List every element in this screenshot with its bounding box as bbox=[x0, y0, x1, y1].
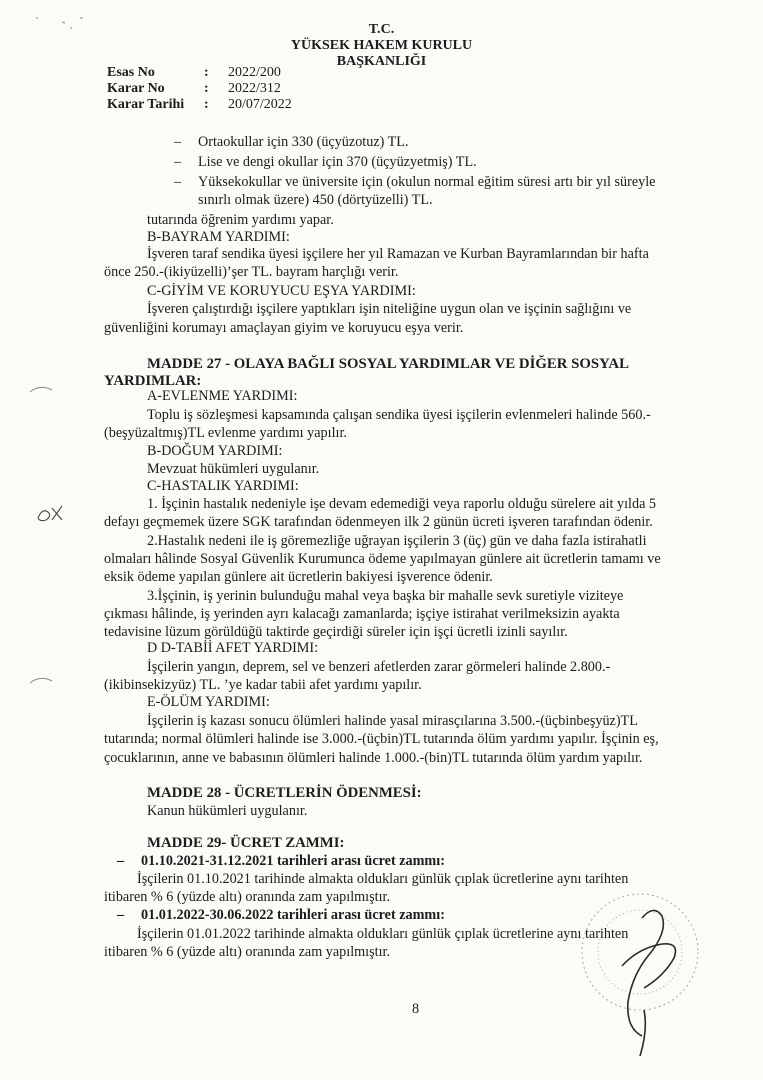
header-presidency: BAŞKANLIĞI bbox=[336, 54, 427, 69]
paragraph-line: İşveren çalıştırdığı işçilere yaptıkları işin niteliğine uygun olan ve işçinin sağlığını ve bbox=[147, 301, 632, 317]
list-dash: – bbox=[174, 154, 182, 170]
esas-value: 2022/200 bbox=[228, 65, 281, 80]
section-title: C-HASTALIK YARDIMI: bbox=[147, 478, 299, 494]
article-title: MADDE 29- ÜCRET ZAMMI: bbox=[147, 835, 345, 851]
tarih-label: Karar Tarihi bbox=[107, 97, 185, 112]
tarih-value: 20/07/2022 bbox=[228, 97, 292, 112]
karar-value: 2022/312 bbox=[228, 81, 281, 96]
list-item: Yüksekokullar ve üniversite için (okulun normal eğitim süresi artı bir yıl süreyle bbox=[198, 174, 656, 190]
signature bbox=[622, 910, 676, 1056]
colon: : bbox=[204, 97, 209, 112]
section-title: B-DOĞUM YARDIMI: bbox=[147, 443, 283, 459]
article-title: MADDE 27 - OLAYA BAĞLI SOSYAL YARDIMLAR VE DİĞER SOSYAL bbox=[147, 356, 629, 372]
paragraph-line: 2.Hastalık nedeni ile iş göremezliğe uğrayan işçilerin 3 (üç) gün ve daha fazla istirahatli bbox=[147, 533, 647, 549]
colon: : bbox=[204, 81, 209, 96]
esas-label: Esas No bbox=[107, 65, 155, 80]
header-court-name: YÜKSEK HAKEM KURULU bbox=[290, 38, 473, 53]
paragraph-line: (ikibinsekizyüz) TL. ’ye kadar tabii afet yardımı yapılır. bbox=[104, 677, 422, 693]
list-item: Ortaokullar için 330 (üçyüzotuz) TL. bbox=[198, 134, 409, 150]
paragraph-line: defayı geçmemek üzere SGK tarafından ödenmeyen ilk 2 günün ücreti işveren tarafından ödenir. bbox=[104, 514, 653, 530]
list-item-continued: sınırlı olmak üzere) 450 (dörtyüzelli) TL. bbox=[198, 192, 433, 208]
margin-initials bbox=[34, 500, 70, 528]
section-title: C-GİYİM VE KORUYUCU EŞYA YARDIMI: bbox=[147, 283, 416, 299]
list-dash: – bbox=[117, 853, 125, 869]
period-title: 01.10.2021-31.12.2021 tarihleri arası ücret zammı: bbox=[141, 853, 445, 869]
signature-stamp bbox=[560, 880, 760, 1080]
paragraph-line: İşçilerin yangın, deprem, sel ve benzeri afetlerden zarar görmeleri halinde 2.800.- bbox=[147, 659, 611, 675]
paragraph-line: eksik ödeme yapılan günlere ait ücretlerin bakiyesi işverence ödenir. bbox=[104, 569, 493, 585]
paragraph-line: İşveren taraf sendika üyesi işçilere her yıl Ramazan ve Kurban Bayramlarından bir hafta bbox=[147, 246, 649, 262]
paragraph-line: (beşyüzaltmış)TL evlenme yardımı yapılır. bbox=[104, 425, 347, 441]
margin-initials-text: DK bbox=[34, 500, 36, 501]
paragraph-line: Toplu iş sözleşmesi kapsamında çalışan sendika üyesi işçilerin evlenmeleri halinde 560.- bbox=[147, 407, 651, 423]
page-number: 8 bbox=[412, 1001, 420, 1017]
section-title: B-BAYRAM YARDIMI: bbox=[147, 229, 290, 245]
paragraph-line: 1. İşçinin hastalık nedeniyle işe devam edemediği veya raporlu olduğu sürelere ait yılda 5 bbox=[147, 496, 657, 512]
paragraph-line: Mevzuat hükümleri uygulanır. bbox=[147, 461, 320, 477]
paragraph-line: çıkması hâlinde, iş yerinden ayrı kalacağı zamanlarda; işçiye istirahat verilmeksizin ayakta bbox=[104, 606, 620, 622]
header-tc: T.C. bbox=[368, 22, 395, 37]
article-title-continued: YARDIMLAR: bbox=[104, 373, 202, 389]
period-title: 01.01.2022-30.06.2022 tarihleri arası ücret zammı: bbox=[141, 907, 445, 923]
margin-tick bbox=[30, 678, 52, 683]
paragraph-line: itibaren % 6 (yüzde altı) oranında zam yapılmıştır. bbox=[104, 889, 391, 905]
colon: : bbox=[204, 65, 209, 80]
list-item: Lise ve dengi okullar için 370 (üçyüzyetmiş) TL. bbox=[198, 154, 477, 170]
paragraph-line: İşçilerin iş kazası sonucu ölümleri halinde yasal mirasçılarına 3.500.-(üçbinbeşyüz)TL bbox=[147, 713, 638, 729]
list-dash: – bbox=[174, 134, 182, 150]
section-title: D D-TABİİ AFET YARDIMI: bbox=[147, 640, 319, 656]
margin-tick bbox=[30, 387, 52, 392]
paragraph-line: Kanun hükümleri uygulanır. bbox=[147, 803, 308, 819]
section-title: E-ÖLÜM YARDIMI: bbox=[147, 694, 270, 710]
paragraph-line: olmaları hâlinde Sosyal Güvenlik Kurumunca ödeme yapılmayan günlere ait ücretlerin tamamı ve bbox=[104, 551, 661, 567]
article-title: MADDE 28 - ÜCRETLERİN ÖDENMESİ: bbox=[147, 785, 422, 801]
paragraph-line: tutarında; normal ölümleri halinde ise 3.000.-(üçbin)TL tutarında ölüm yardımı yapılır. İşçinin eş, bbox=[104, 731, 659, 747]
paragraph-line: tutarında öğrenim yardımı yapar. bbox=[147, 212, 334, 228]
paragraph-line: tedavisine lüzum görüldüğü taktirde geçirdiği süreler için işçi ücretli izinli sayılır. bbox=[104, 624, 568, 640]
paragraph-line: çocuklarının, anne ve babasının ölümleri halinde 1.000.-(bin)TL tutarında ölüm yardım yapılır. bbox=[104, 750, 643, 766]
karar-label: Karar No bbox=[107, 81, 165, 96]
paragraph-line: İşçilerin 01.10.2021 tarihinde almakta oldukları günlük çıplak ücretlerine aynı tarihten bbox=[137, 871, 629, 887]
list-dash: – bbox=[174, 174, 182, 190]
paragraph-line: önce 250.-(ikiyüzelli)’şer TL. bayram harçlığı verir. bbox=[104, 264, 399, 280]
section-title: A-EVLENME YARDIMI: bbox=[147, 388, 298, 404]
paragraph-line: güvenliğini korumayı amaçlayan giyim ve koruyucu eşya verir. bbox=[104, 320, 464, 336]
paragraph-line: 3.İşçinin, iş yerinin bulunduğu mahal veya başka bir mahalle sevk suretiyle viziteye bbox=[147, 588, 624, 604]
list-dash: – bbox=[117, 907, 125, 923]
paragraph-line: İşçilerin 01.01.2022 tarihinde almakta oldukları günlük çıplak ücretlerine aynı tarihten bbox=[137, 926, 629, 942]
paragraph-line: itibaren % 6 (yüzde altı) oranında zam yapılmıştır. bbox=[104, 944, 391, 960]
